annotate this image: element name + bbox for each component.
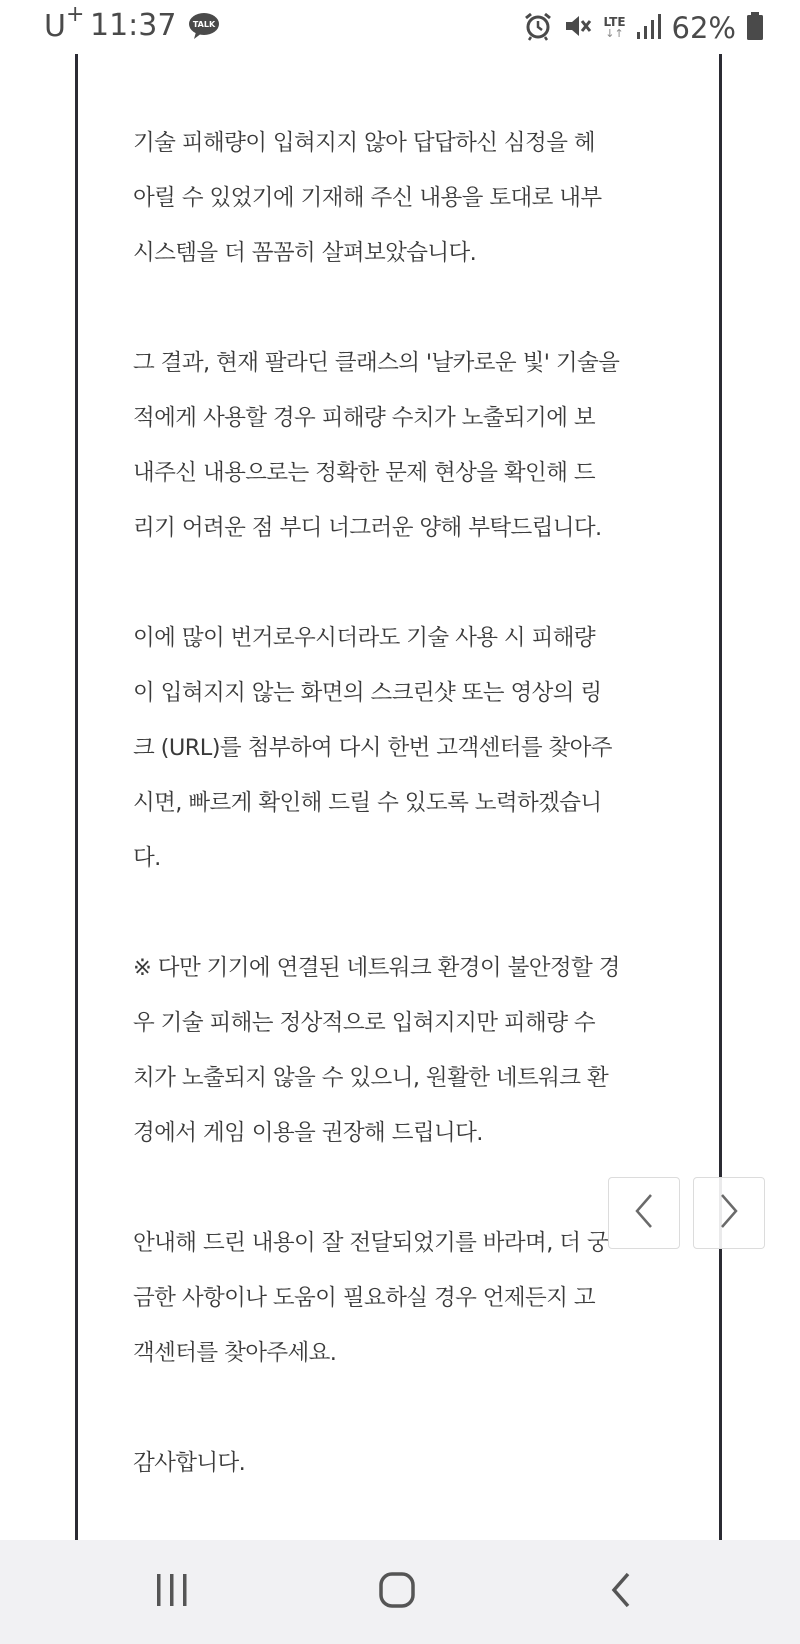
lte-icon: LTE ↓↑ bbox=[603, 15, 626, 40]
back-button[interactable] bbox=[576, 1562, 666, 1622]
paragraph-6: 감사합니다. bbox=[133, 1450, 246, 1476]
home-icon bbox=[377, 1570, 417, 1614]
mute-icon bbox=[563, 11, 593, 45]
recent-apps-button[interactable] bbox=[127, 1562, 217, 1622]
clock: 11:37 bbox=[90, 8, 177, 43]
next-image-button[interactable] bbox=[693, 1177, 765, 1249]
paragraph-4: ※ 다만 기기에 연결된 네트워크 환경이 불안정할 경 우 기술 피해는 정상적으로 입혀지지만 피해량 수 치가 노출되지 않을 수 있으니, 원활한 네트워크 환 경에서 게임 이용을 권장해 드립니다. bbox=[133, 955, 620, 1146]
navigation-bar bbox=[0, 1540, 800, 1644]
paragraph-5: 안내해 드린 내용이 잘 전달되었기를 바라며, 더 궁 금한 사항이나 도움이 필요하실 경우 언제든지 고 객센터를 찾아주세요. bbox=[133, 1230, 609, 1366]
back-icon bbox=[606, 1570, 636, 1614]
document-body bbox=[133, 116, 673, 1491]
signal-icon bbox=[636, 12, 662, 44]
alarm-icon bbox=[523, 11, 553, 45]
talk-icon bbox=[188, 12, 220, 44]
paragraph-3: 이에 많이 번거로우시더라도 기술 사용 시 피해량 이 입혀지지 않는 화면의 스크린샷 또는 영상의 링 크 (URL)를 첨부하여 다시 한번 고객센터를 찾아주 시면, 빠르게 확인해 드릴 수 있도록 노력하겠습니 다. bbox=[133, 625, 612, 871]
paragraph-2: 그 결과, 현재 팔라딘 클래스의 '날카로운 빛' 기술을 적에게 사용할 경우 피해량 수치가 노출되기에 보 내주신 내용으로는 정확한 문제 현상을 확인해 드 리기 어려운 점 부디 너그러운 양해 부탁드립니다. bbox=[133, 350, 620, 541]
carrier-label: U+ bbox=[44, 2, 85, 44]
status-icons bbox=[523, 8, 764, 48]
svg-text:TALK: TALK bbox=[192, 20, 216, 29]
chevron-left-icon bbox=[629, 1191, 659, 1235]
battery-icon bbox=[746, 11, 764, 45]
prev-image-button[interactable] bbox=[608, 1177, 680, 1249]
home-button[interactable] bbox=[352, 1562, 442, 1622]
recent-apps-icon bbox=[152, 1572, 192, 1612]
status-bar bbox=[0, 0, 800, 54]
chevron-right-icon bbox=[714, 1191, 744, 1235]
paragraph-1: 기술 피해량이 입혀지지 않아 답답하신 심정을 헤 아릴 수 있었기에 기재해 주신 내용을 토대로 내부 시스템을 더 꼼꼼히 살펴보았습니다. bbox=[133, 130, 602, 266]
battery-percent: 62% bbox=[671, 11, 736, 45]
